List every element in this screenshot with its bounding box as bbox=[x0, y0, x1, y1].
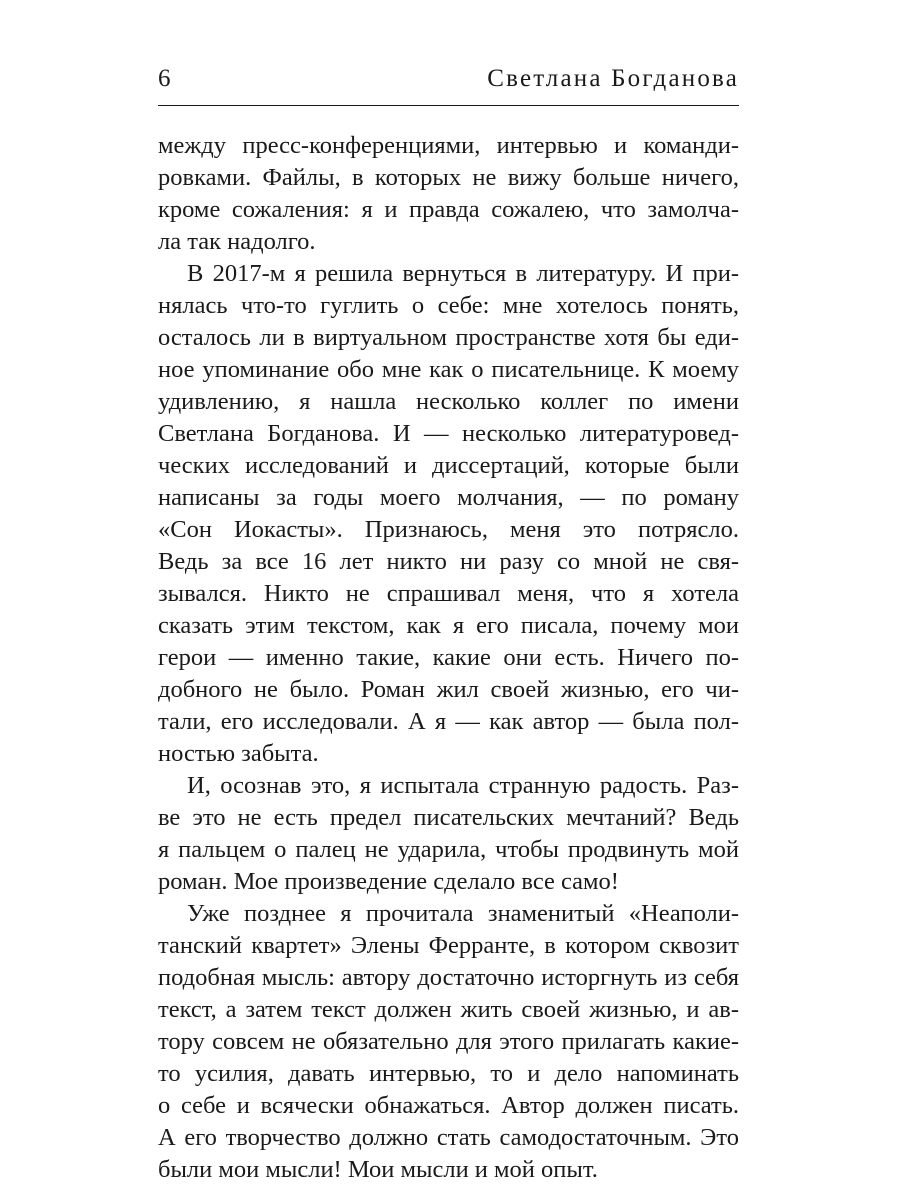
text-line-content: о себе и всячески обнажаться. Автор должен писать. bbox=[158, 1092, 739, 1119]
text-line-content: подобная мысль: автору достаточно исторгнуть из себя bbox=[158, 964, 739, 991]
text-line bbox=[158, 386, 739, 418]
text-line-content: зывался. Никто не спрашивал меня, что я хотела bbox=[158, 580, 739, 607]
text-line-content: нялась что-то гуглить о себе: мне хотелось понять, bbox=[158, 292, 739, 319]
running-head-author: Светлана Богданова bbox=[487, 65, 739, 92]
text-line-content: ла так надолго. bbox=[158, 228, 316, 255]
text-line-content: я пальцем о палец не ударила, чтобы продвинуть мой bbox=[158, 836, 739, 863]
text-line bbox=[158, 1090, 739, 1122]
text-line bbox=[158, 162, 739, 194]
text-line-content: между пресс-конференциями, интервью и команди- bbox=[158, 132, 739, 159]
text-line bbox=[158, 834, 739, 866]
text-line-content: «Сон Иокасты». Признаюсь, меня это потрясло. bbox=[158, 516, 739, 543]
text-line bbox=[158, 994, 739, 1026]
text-line bbox=[158, 866, 739, 898]
text-line bbox=[158, 1026, 739, 1058]
text-line bbox=[158, 290, 739, 322]
text-line bbox=[158, 450, 739, 482]
text-line-content: ве это не есть предел писательских мечтаний? Ведь bbox=[158, 804, 739, 831]
text-line bbox=[158, 258, 739, 290]
text-line-content: И, осознав это, я испытала странную радость. Раз- bbox=[187, 772, 739, 799]
text-line-content: удивлению, я нашла несколько коллег по имени bbox=[158, 388, 739, 415]
text-line bbox=[158, 802, 739, 834]
text-line bbox=[158, 578, 739, 610]
text-line bbox=[158, 354, 739, 386]
text-line bbox=[158, 1058, 739, 1090]
text-line-content: В 2017-м я решила вернуться в литературу. И при- bbox=[187, 260, 739, 287]
text-line-content: ностью забыта. bbox=[158, 740, 319, 767]
text-line-content: текст, а затем текст должен жить своей жизнью, и ав- bbox=[158, 996, 739, 1023]
text-line-content: тору совсем не обязательно для этого прилагать какие- bbox=[158, 1028, 739, 1055]
text-line bbox=[158, 1154, 739, 1186]
text-line-content: ческих исследований и диссертаций, которые были bbox=[158, 452, 739, 479]
text-line bbox=[158, 962, 739, 994]
text-line bbox=[158, 482, 739, 514]
text-line bbox=[158, 706, 739, 738]
text-line-content: роман. Мое произведение сделало все само! bbox=[158, 868, 619, 895]
text-line-content: были мои мысли! Мои мысли и мой опыт. bbox=[158, 1156, 598, 1183]
text-line-content: сказать этим текстом, как я его писала, почему мои bbox=[158, 612, 739, 639]
text-line bbox=[158, 1122, 739, 1154]
text-line bbox=[158, 514, 739, 546]
body-text bbox=[158, 130, 739, 1186]
text-line bbox=[158, 770, 739, 802]
text-line-content: А его творчество должно стать самодостаточным. Это bbox=[158, 1124, 739, 1151]
text-line-content: ровками. Файлы, в которых не вижу больше ничего, bbox=[158, 164, 739, 191]
text-line bbox=[158, 930, 739, 962]
text-line-content: герои — именно такие, какие они есть. Ничего по- bbox=[158, 644, 739, 671]
text-line-content: добного не было. Роман жил своей жизнью, его чи- bbox=[158, 676, 739, 703]
text-line-content: то усилия, давать интервью, то и дело напоминать bbox=[158, 1060, 739, 1087]
text-line bbox=[158, 418, 739, 450]
text-line-content: тали, его исследовали. А я — как автор — была пол- bbox=[158, 708, 739, 735]
text-line-content: Светлана Богданова. И — несколько литературовед- bbox=[158, 420, 739, 447]
running-head bbox=[158, 60, 739, 98]
text-line bbox=[158, 130, 739, 162]
text-line bbox=[158, 898, 739, 930]
text-line-content: кроме сожаления: я и правда сожалею, что замолча- bbox=[158, 196, 739, 223]
text-line-content: танский квартет» Элены Ферранте, в котором сквозит bbox=[158, 932, 739, 959]
book-page bbox=[158, 60, 739, 1183]
text-line bbox=[158, 226, 739, 258]
text-line bbox=[158, 610, 739, 642]
text-line bbox=[158, 322, 739, 354]
text-line-content: осталось ли в виртуальном пространстве хотя бы еди- bbox=[158, 324, 739, 351]
text-line bbox=[158, 674, 739, 706]
text-line-content: Ведь за все 16 лет никто ни разу со мной не свя- bbox=[158, 548, 739, 575]
text-line-content: ное упоминание обо мне как о писательнице. К моему bbox=[158, 356, 739, 383]
header-rule bbox=[158, 105, 739, 106]
page-number: 6 bbox=[158, 65, 171, 92]
text-line bbox=[158, 642, 739, 674]
text-line-content: написаны за годы моего молчания, — по роману bbox=[158, 484, 739, 511]
text-line-content: Уже позднее я прочитала знаменитый «Неаполи- bbox=[187, 900, 739, 927]
text-line bbox=[158, 194, 739, 226]
text-line bbox=[158, 546, 739, 578]
text-line bbox=[158, 738, 739, 770]
